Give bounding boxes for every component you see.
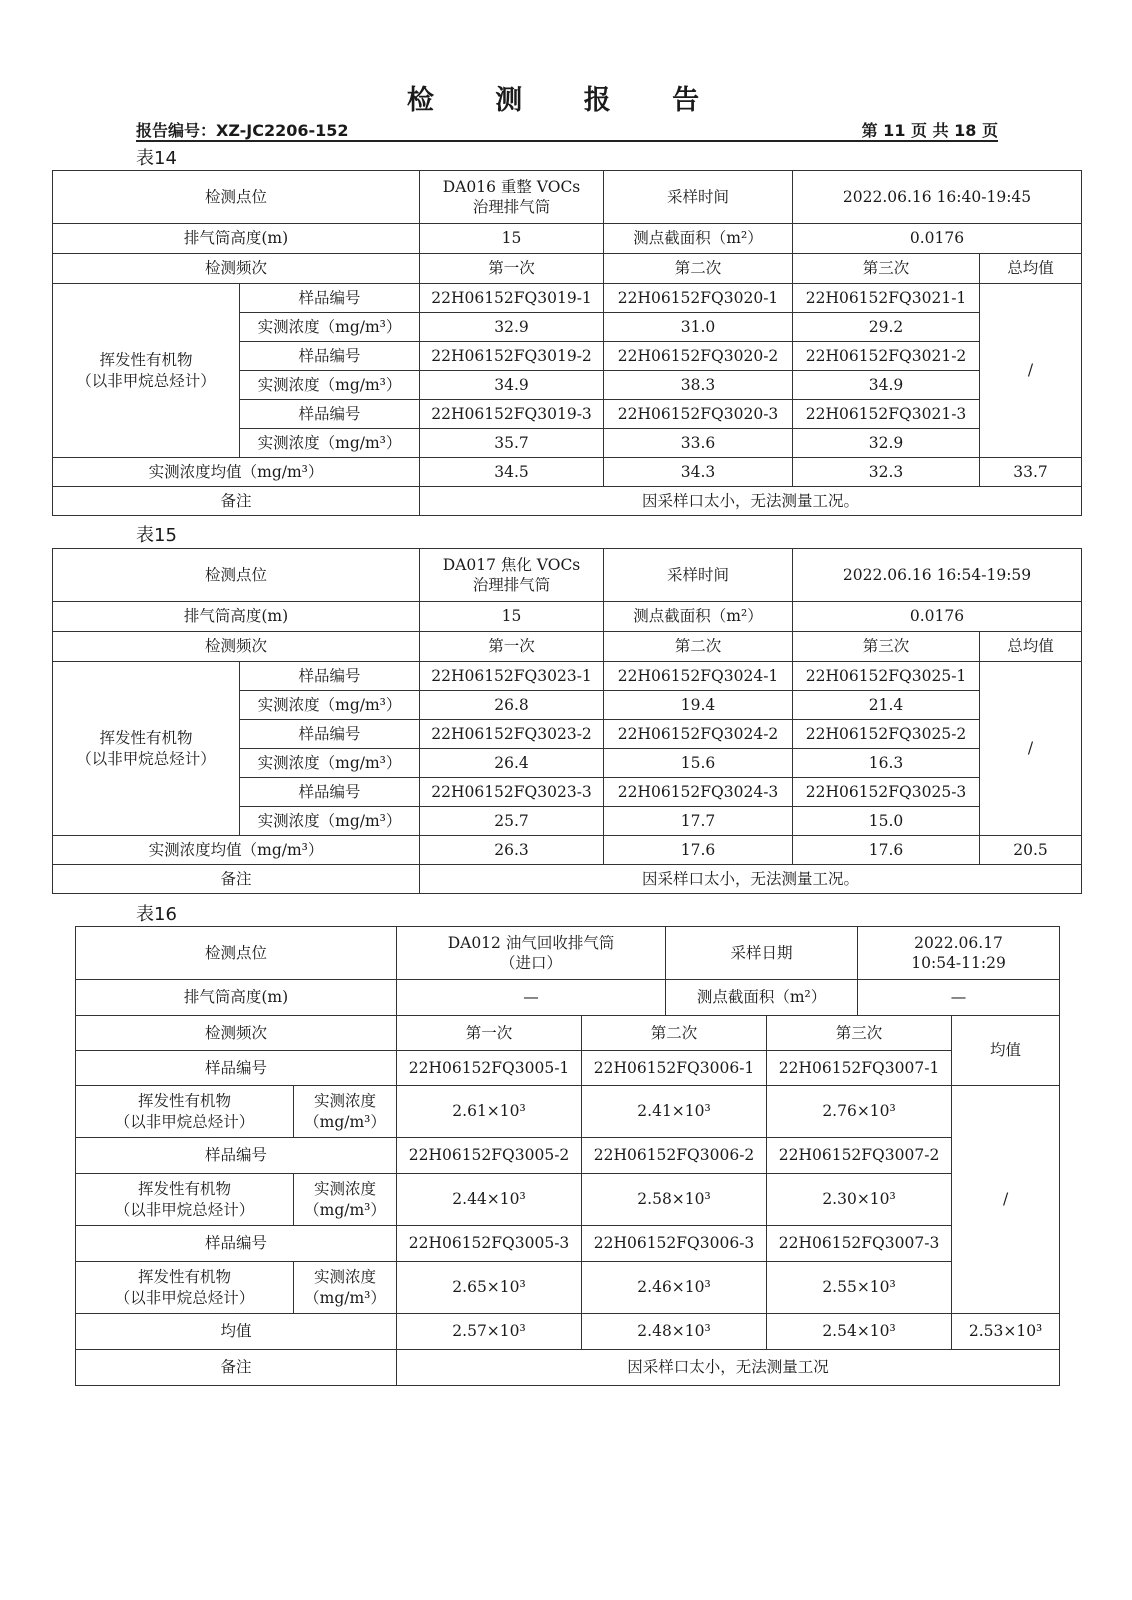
sample-id: 22H06152FQ3019-3 <box>420 400 604 429</box>
freq-label: 检测频次 <box>53 254 420 284</box>
conc-value: 38.3 <box>604 371 793 400</box>
sample-id: 22H06152FQ3006-2 <box>582 1138 767 1174</box>
mean-label: 实测浓度均值（mg/m³） <box>53 836 420 865</box>
conc-label: 实测浓度（mg/m³） <box>240 429 420 458</box>
sample-id: 22H06152FQ3007-2 <box>767 1138 952 1174</box>
remark-label: 备注 <box>53 865 420 894</box>
item-label: 挥发性有机物 （以非甲烷总烃计） <box>76 1262 294 1314</box>
area-label: 测点截面积（m²） <box>604 224 793 254</box>
sample-label: 样品编号 <box>240 342 420 371</box>
point-label: 检测点位 <box>76 927 397 980</box>
avg-slash: / <box>952 1086 1060 1314</box>
item-label: 挥发性有机物 （以非甲烷总烃计） <box>53 284 240 458</box>
area-value: 0.0176 <box>793 224 1082 254</box>
remark-text: 因采样口太小，无法测量工况。 <box>420 865 1082 894</box>
run-header: 第二次 <box>604 254 793 284</box>
run-header: 第一次 <box>397 1016 582 1051</box>
sample-id: 22H06152FQ3024-1 <box>604 662 793 691</box>
conc-value: 16.3 <box>793 749 980 778</box>
sample-label: 样品编号 <box>76 1138 397 1174</box>
sample-id: 22H06152FQ3020-1 <box>604 284 793 313</box>
run-header: 第二次 <box>604 632 793 662</box>
sample-label: 样品编号 <box>240 284 420 313</box>
conc-label: 实测浓度（mg/m³） <box>240 313 420 342</box>
item-label: 挥发性有机物 （以非甲烷总烃计） <box>76 1086 294 1138</box>
mean-value: 26.3 <box>420 836 604 865</box>
sample-label: 样品编号 <box>240 662 420 691</box>
height-value: — <box>397 980 666 1016</box>
conc-value: 2.46×10³ <box>582 1262 767 1314</box>
freq-label: 检测频次 <box>76 1016 397 1051</box>
conc-value: 2.55×10³ <box>767 1262 952 1314</box>
conc-value: 35.7 <box>420 429 604 458</box>
table-16-label: 表16 <box>136 904 177 925</box>
sample-label: 样品编号 <box>76 1051 397 1086</box>
point-label: 检测点位 <box>53 171 420 224</box>
sample-id: 22H06152FQ3025-1 <box>793 662 980 691</box>
conc-value: 26.4 <box>420 749 604 778</box>
conc-value: 33.6 <box>604 429 793 458</box>
point-label: 检测点位 <box>53 549 420 602</box>
conc-value: 2.44×10³ <box>397 1174 582 1226</box>
height-value: 15 <box>420 224 604 254</box>
conc-label: 实测浓度 （mg/m³） <box>294 1262 397 1314</box>
table-14-label: 表14 <box>136 148 177 169</box>
item-label: 挥发性有机物 （以非甲烷总烃计） <box>76 1174 294 1226</box>
freq-label: 检测频次 <box>53 632 420 662</box>
sample-id: 22H06152FQ3019-1 <box>420 284 604 313</box>
sample-id: 22H06152FQ3005-2 <box>397 1138 582 1174</box>
conc-value: 34.9 <box>420 371 604 400</box>
run-header: 第一次 <box>420 632 604 662</box>
remark-text: 因采样口太小，无法测量工况。 <box>420 487 1082 516</box>
table-16 <box>75 926 1060 1386</box>
sample-label: 样品编号 <box>240 720 420 749</box>
conc-value: 2.41×10³ <box>582 1086 767 1138</box>
sample-id: 22H06152FQ3021-3 <box>793 400 980 429</box>
area-label: 测点截面积（m²） <box>666 980 858 1016</box>
report-number: 报告编号：XZ-JC2206-152 <box>136 121 349 140</box>
sample-label: 样品编号 <box>240 778 420 807</box>
remark-text: 因采样口太小，无法测量工况 <box>397 1350 1060 1386</box>
sample-id: 22H06152FQ3023-2 <box>420 720 604 749</box>
sample-id: 22H06152FQ3021-1 <box>793 284 980 313</box>
item-label: 挥发性有机物 （以非甲烷总烃计） <box>53 662 240 836</box>
conc-value: 19.4 <box>604 691 793 720</box>
remark-label: 备注 <box>53 487 420 516</box>
mean-value: 2.48×10³ <box>582 1314 767 1350</box>
conc-value: 15.6 <box>604 749 793 778</box>
sample-id: 22H06152FQ3006-1 <box>582 1051 767 1086</box>
sample-id: 22H06152FQ3025-2 <box>793 720 980 749</box>
conc-label: 实测浓度（mg/m³） <box>240 371 420 400</box>
date-value: 2022.06.17 10:54-11:29 <box>858 927 1060 980</box>
date-label: 采样日期 <box>666 927 858 980</box>
mean-label: 实测浓度均值（mg/m³） <box>53 458 420 487</box>
run-header: 第三次 <box>793 632 980 662</box>
conc-value: 17.7 <box>604 807 793 836</box>
conc-value: 2.61×10³ <box>397 1086 582 1138</box>
conc-value: 29.2 <box>793 313 980 342</box>
sample-id: 22H06152FQ3005-1 <box>397 1051 582 1086</box>
conc-label: 实测浓度 （mg/m³） <box>294 1174 397 1226</box>
run-header: 第三次 <box>767 1016 952 1051</box>
mean-value: 34.5 <box>420 458 604 487</box>
area-label: 测点截面积（m²） <box>604 602 793 632</box>
sample-id: 22H06152FQ3006-3 <box>582 1226 767 1262</box>
mean-value: 2.54×10³ <box>767 1314 952 1350</box>
table-15 <box>52 548 1082 894</box>
time-label: 采样时间 <box>604 171 793 224</box>
sample-id: 22H06152FQ3005-3 <box>397 1226 582 1262</box>
sample-label: 样品编号 <box>76 1226 397 1262</box>
sample-id: 22H06152FQ3007-3 <box>767 1226 952 1262</box>
area-value: 0.0176 <box>793 602 1082 632</box>
mean-value: 2.57×10³ <box>397 1314 582 1350</box>
mean-value: 34.3 <box>604 458 793 487</box>
conc-value: 34.9 <box>793 371 980 400</box>
run-header: 第三次 <box>793 254 980 284</box>
conc-label: 实测浓度 （mg/m³） <box>294 1086 397 1138</box>
conc-value: 31.0 <box>604 313 793 342</box>
run-header: 第二次 <box>582 1016 767 1051</box>
mean-value: 17.6 <box>793 836 980 865</box>
point-value: DA017 焦化 VOCs 治理排气筒 <box>420 549 604 602</box>
sample-id: 22H06152FQ3021-2 <box>793 342 980 371</box>
sample-id: 22H06152FQ3007-1 <box>767 1051 952 1086</box>
sample-id: 22H06152FQ3024-2 <box>604 720 793 749</box>
conc-value: 26.8 <box>420 691 604 720</box>
conc-value: 25.7 <box>420 807 604 836</box>
time-label: 采样时间 <box>604 549 793 602</box>
height-label: 排气筒高度(m) <box>53 602 420 632</box>
conc-value: 21.4 <box>793 691 980 720</box>
conc-value: 15.0 <box>793 807 980 836</box>
total-avg-slash: / <box>980 284 1082 458</box>
mean-value: 32.3 <box>793 458 980 487</box>
conc-value: 2.76×10³ <box>767 1086 952 1138</box>
conc-label: 实测浓度（mg/m³） <box>240 807 420 836</box>
conc-value: 32.9 <box>420 313 604 342</box>
sample-id: 22H06152FQ3024-3 <box>604 778 793 807</box>
height-value: 15 <box>420 602 604 632</box>
height-label: 排气筒高度(m) <box>53 224 420 254</box>
sample-id: 22H06152FQ3023-3 <box>420 778 604 807</box>
total-avg-label: 总均值 <box>980 632 1082 662</box>
conc-value: 2.65×10³ <box>397 1262 582 1314</box>
mean-value: 17.6 <box>604 836 793 865</box>
total-avg-label: 总均值 <box>980 254 1082 284</box>
sample-id: 22H06152FQ3020-2 <box>604 342 793 371</box>
point-value: DA012 油气回收排气筒 （进口） <box>397 927 666 980</box>
table-15-label: 表15 <box>136 525 177 546</box>
height-label: 排气筒高度(m) <box>76 980 397 1016</box>
conc-label: 实测浓度（mg/m³） <box>240 749 420 778</box>
total-avg-value: 20.5 <box>980 836 1082 865</box>
total-avg-slash: / <box>980 662 1082 836</box>
conc-value: 2.30×10³ <box>767 1174 952 1226</box>
mean-label: 均值 <box>76 1314 397 1350</box>
area-value: — <box>858 980 1060 1016</box>
report-header <box>136 116 998 142</box>
report-title: 检 测 报 告 <box>406 85 726 116</box>
point-value: DA016 重整 VOCs 治理排气筒 <box>420 171 604 224</box>
sample-id: 22H06152FQ3020-3 <box>604 400 793 429</box>
remark-label: 备注 <box>76 1350 397 1386</box>
time-value: 2022.06.16 16:40-19:45 <box>793 171 1082 224</box>
total-avg-value: 33.7 <box>980 458 1082 487</box>
total-avg-value: 2.53×10³ <box>952 1314 1060 1350</box>
page-number: 第 11 页 共 18 页 <box>861 121 998 140</box>
sample-id: 22H06152FQ3023-1 <box>420 662 604 691</box>
table-14 <box>52 170 1082 516</box>
conc-label: 实测浓度（mg/m³） <box>240 691 420 720</box>
conc-value: 32.9 <box>793 429 980 458</box>
avg-label: 均值 <box>952 1016 1060 1086</box>
sample-id: 22H06152FQ3019-2 <box>420 342 604 371</box>
sample-id: 22H06152FQ3025-3 <box>793 778 980 807</box>
conc-value: 2.58×10³ <box>582 1174 767 1226</box>
sample-label: 样品编号 <box>240 400 420 429</box>
run-header: 第一次 <box>420 254 604 284</box>
time-value: 2022.06.16 16:54-19:59 <box>793 549 1082 602</box>
